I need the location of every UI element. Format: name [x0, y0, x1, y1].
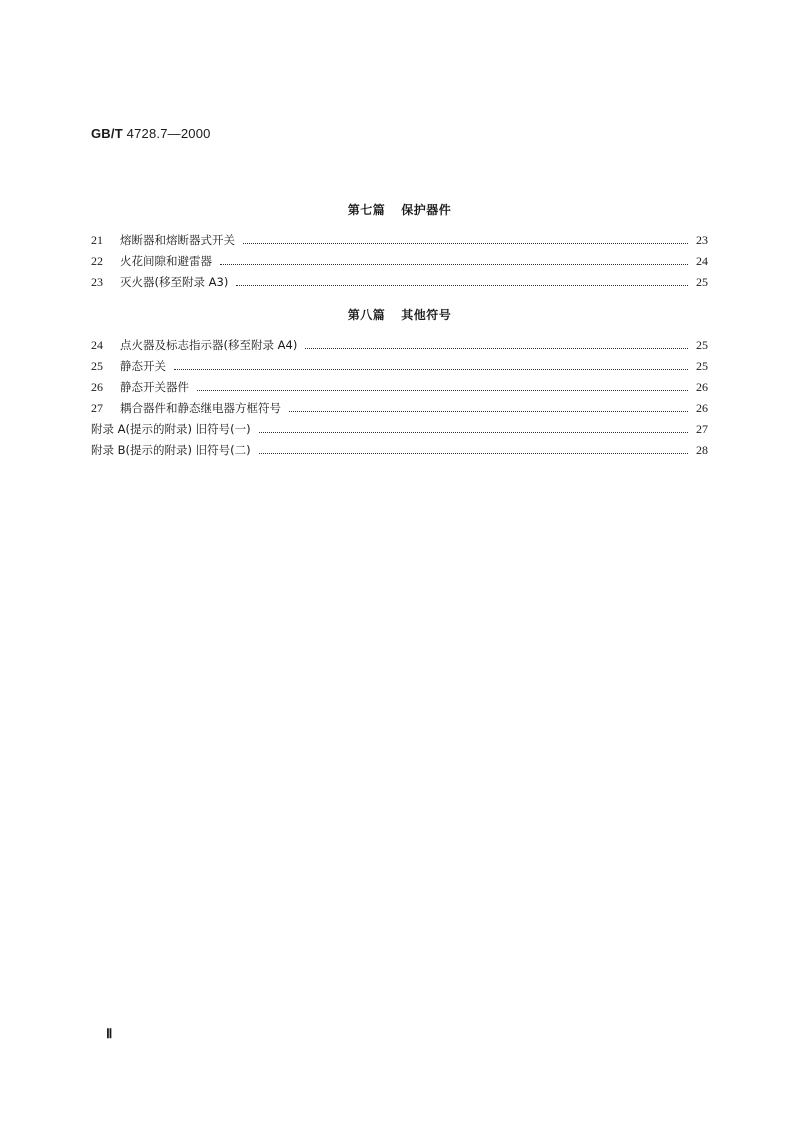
section-title-8 — [91, 306, 708, 323]
toc-entry-title: 点火器及标志指示器(移至附录 A4) — [120, 338, 298, 352]
toc-entry-title: 静态开关 — [120, 359, 166, 373]
section-title-part: 第七篇 — [347, 203, 386, 217]
toc-leader-dots — [220, 263, 688, 265]
toc-entry-title: 附录 B(提示的附录) 旧符号(二) — [91, 443, 251, 457]
toc-entry-page: 25 — [696, 359, 708, 373]
toc-entry-appendix-b[interactable] — [91, 442, 708, 458]
toc-leader-dots — [236, 284, 688, 286]
toc-entry-page: 27 — [696, 422, 708, 436]
toc-leader-dots — [259, 452, 688, 454]
toc-entry-title: 火花间隙和避雷器 — [120, 254, 212, 268]
standard-code-number: 4728.7—2000 — [126, 126, 211, 141]
toc-entry-appendix-a[interactable] — [91, 421, 708, 437]
toc-leader-dots — [197, 389, 688, 391]
section-title-part: 第八篇 — [347, 308, 386, 322]
toc-entry-21[interactable] — [91, 232, 708, 248]
toc-entry-number: 22 — [91, 254, 103, 268]
toc-leader-dots — [305, 347, 688, 349]
toc-entry-title: 灭火器(移至附录 A3) — [120, 275, 229, 289]
toc-entry-page: 24 — [696, 254, 708, 268]
toc-entry-number: 24 — [91, 338, 103, 352]
standard-code-prefix: GB/T — [91, 126, 123, 141]
toc-entry-page: 26 — [696, 380, 708, 394]
toc-leader-dots — [174, 368, 688, 370]
section-title-7 — [91, 201, 708, 218]
toc-leader-dots — [259, 431, 688, 433]
toc-entry-page: 28 — [696, 443, 708, 457]
toc-entry-22[interactable] — [91, 253, 708, 269]
toc-entry-number: 23 — [91, 275, 103, 289]
toc-entry-title: 熔断器和熔断器式开关 — [120, 233, 235, 247]
page-number: Ⅱ — [106, 1026, 113, 1041]
toc-entry-23[interactable] — [91, 274, 708, 290]
toc-entry-27[interactable] — [91, 400, 708, 416]
standard-code — [91, 126, 211, 141]
section-title-name: 其他符号 — [401, 308, 452, 322]
toc-entry-page: 25 — [696, 275, 708, 289]
toc-entry-page: 23 — [696, 233, 708, 247]
toc-entry-page: 25 — [696, 338, 708, 352]
toc-entry-title: 耦合器件和静态继电器方框符号 — [120, 401, 281, 415]
toc-leader-dots — [289, 410, 688, 412]
toc-entry-24[interactable] — [91, 337, 708, 353]
toc-leader-dots — [243, 242, 688, 244]
toc-entry-number: 27 — [91, 401, 103, 415]
toc-entry-title: 静态开关器件 — [120, 380, 189, 394]
toc-entry-number: 25 — [91, 359, 103, 373]
toc-entry-26[interactable] — [91, 379, 708, 395]
section-title-name: 保护器件 — [401, 203, 452, 217]
toc-entry-number: 21 — [91, 233, 103, 247]
toc-entry-number: 26 — [91, 380, 103, 394]
toc-entry-page: 26 — [696, 401, 708, 415]
toc-entry-25[interactable] — [91, 358, 708, 374]
toc-entry-title: 附录 A(提示的附录) 旧符号(一) — [91, 422, 251, 436]
